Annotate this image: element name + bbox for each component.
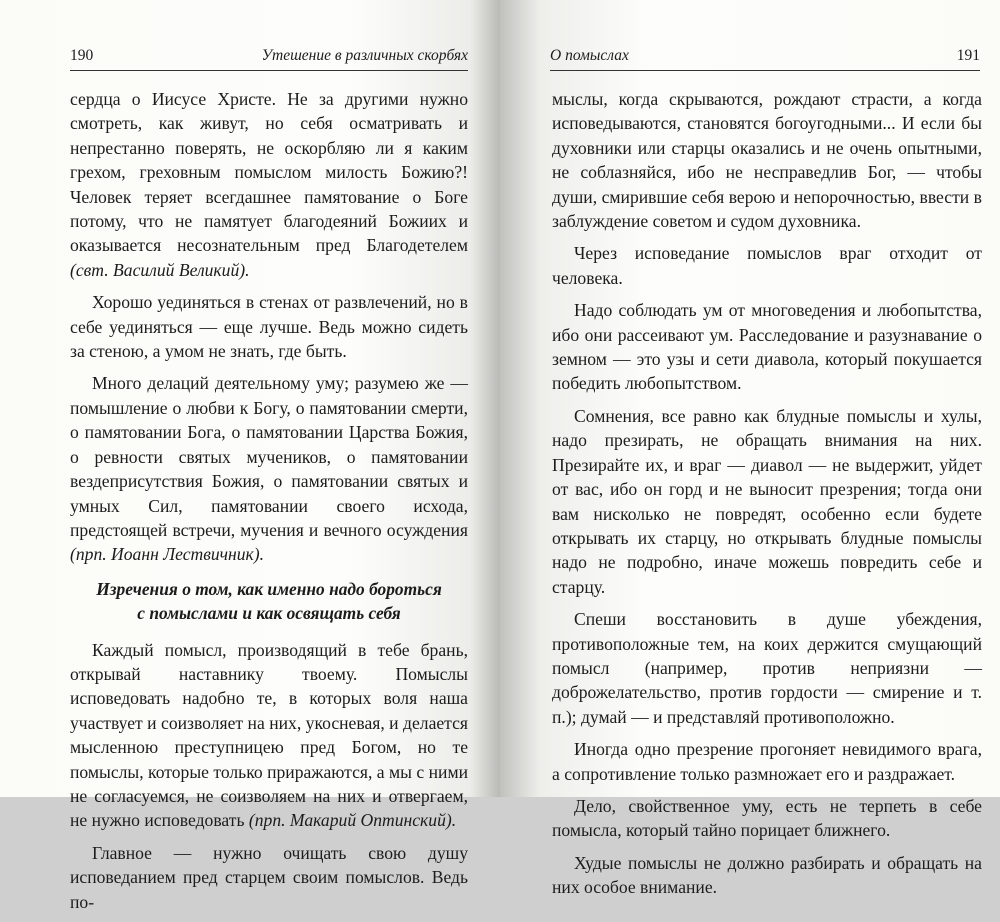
page-number: 191 — [956, 47, 980, 64]
left-page-header — [70, 44, 468, 71]
paragraph: Сомнения, все равно как блудные помыслы и хулы, надо презирать, не обращать внимания на них. Презирайте их, и враг — диавол — не выдержит, уйдет от вас, ибо он горд и не выносит презрения; тогда они вам нисколько не повредят, особенно если будете открывать их старцу, но открывать блудные помыслы надо не подробно, иначе можешь повредить себе и старцу. — [552, 405, 982, 597]
paragraph: Дело, свойственное уму, есть не терпеть в себе помысла, который тайно порицает ближнего. — [552, 795, 982, 841]
source-citation: (прп. Макарий Оптинский). — [248, 810, 457, 831]
paragraph: Спеши восстановить в душе убеждения, противоположные тем, на коих держится смущающий помысл (например, против неприязни — доброжелательство, против гордости — смирение и т. п.); думай — и представляй противоположно. — [552, 609, 982, 727]
running-title: О помыслах — [550, 47, 629, 64]
paragraph: Через исповедание помыслов враг отходит от человека. — [552, 243, 982, 288]
paragraph: Надо соблюдать ум от многоведения и любопытства, ибо они рассеивают ум. Расследование и разузнавание о земном — это узы и сети диавола, который покушается победить любопытством. — [552, 300, 982, 394]
left-page-text — [70, 87, 468, 922]
section-heading: Изречения о том, как именно надо бороться с помыслами и как освящать себя — [96, 578, 442, 624]
paragraph: Каждый помысл, производящий в тебе брань, открывай наставнику твоему. Помыслы исповедовать надобно те, в которых воля наша участвует и соизволяет на них, укосневая, и делается мысленною преступницею пред Богом, но те помыслы, которые только приражаются, а мы с ними не согласуемся, не соизволяем на них и отвергаем, не нужно исповедовать (прп. Макарий Оптинский). — [70, 639, 468, 831]
source-citation: (свт. Василий Великий). — [70, 259, 250, 280]
right-page-text — [552, 87, 982, 908]
right-page-header — [550, 44, 980, 71]
paragraph: Худые помыслы не должно разбирать и обращать на них особое внимание. — [552, 852, 982, 898]
paragraph: Главное — нужно очищать свою душу исповеданием пред старцем своим помыслов. Ведь по- — [70, 842, 468, 912]
right-page — [500, 0, 1000, 898]
left-page — [0, 0, 500, 912]
paragraph: Много делаций деятельному уму; разумею же — помышление о любви к Богу, о памятовании смерти, о памятовании Бога, о памятовании Царства Божия, о ревности святых мучеников, о памятовании вездеприсутствия Божия, о памятовании святых и умных Сил, памятовании своего исхода, предстоящей встречи, мучения и вечного осуждения (прп. Иоанн Лествичник). — [70, 373, 468, 565]
source-citation: (прп. Иоанн Лествичник). — [70, 544, 265, 565]
paragraph: сердца о Иисусе Христе. Не за другими нужно смотреть, как живут, но себя осматривать и непрестанно поверять, не оскорбляю ли я каким грехом, греховным помыслом милость Божию?! Человек теряет всегдашнее памятование о Боге потому, что не памятует благодеяний Божиих и оказывается несознательным пред Благодетелем (свт. Василий Великий). — [70, 89, 468, 280]
paragraph: Иногда одно презрение прогоняет невидимого врага, а сопротивление только размножает его и раздражает. — [552, 739, 982, 784]
running-title: Утешение в различных скорбях — [261, 47, 468, 64]
page-number: 190 — [70, 47, 94, 64]
paragraph: Хорошо уединяться в стенах от развлечений, но в себе уединяться — еще лучше. Ведь можно сидеть за стеною, а умом не знать, где быть. — [70, 292, 468, 362]
paragraph: мыслы, когда скрываются, рождают страсти, а когда исповедываются, становятся богоугодными... И если бы духовники или старцы оказались и не очень опытными, не соблазняйся, ибо не несправедлив Бог, — чтобы души, смирившие себя верою и непорочностью, ввести в заблуждение советом и судом духовника. — [552, 89, 982, 232]
